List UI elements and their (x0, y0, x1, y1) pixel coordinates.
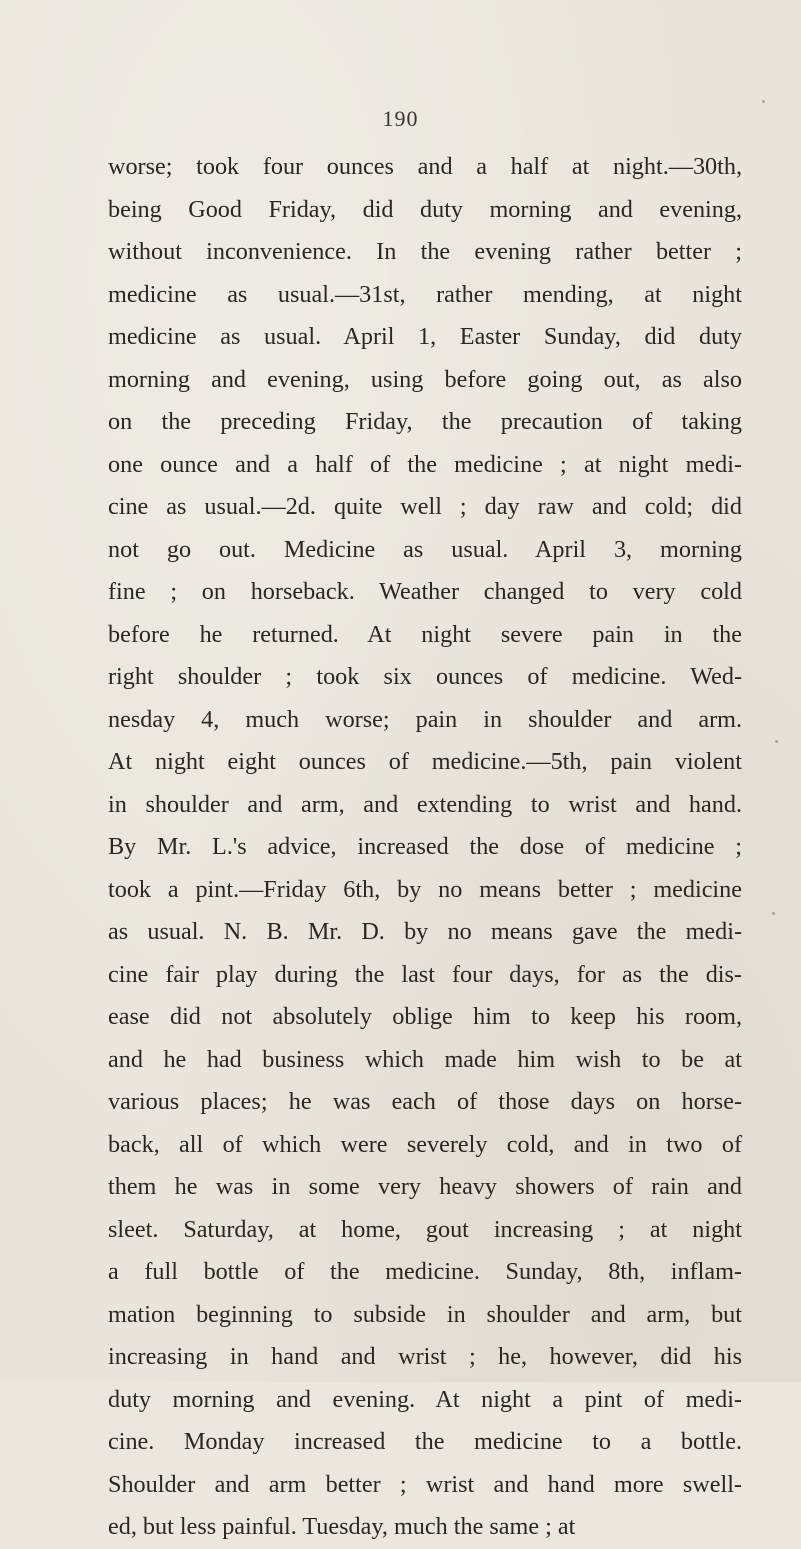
page-number: 190 (382, 106, 419, 131)
text-line: At night eight ounces of medicine.—5th, pain violent (108, 748, 742, 775)
text-line: not go out. Medicine as usual. April 3, morning (108, 535, 742, 563)
text-line: cine as usual.—2d. quite well ; day raw and cold; did (108, 493, 742, 520)
text-line: them he was in some very heavy showers of rain and (108, 1173, 742, 1200)
text-line: back, all of which were severely cold, and in two of (108, 1130, 742, 1158)
text-line: before he returned. At night severe pain in the (108, 620, 742, 648)
text-line: various places; he was each of those days on horse- (108, 1088, 742, 1115)
text-line: Shoulder and arm better ; wrist and hand more swell- (108, 1470, 742, 1498)
paper-speck (775, 740, 778, 743)
text-line: medicine as usual.—31st, rather mending, at night (108, 280, 742, 308)
text-line: in shoulder and arm, and extending to wrist and hand. (108, 790, 742, 818)
text-line: cine. Monday increased the medicine to a bottle. (108, 1428, 742, 1455)
text-line: By Mr. L.'s advice, increased the dose of medicine ; (108, 833, 742, 860)
text-line: increasing in hand and wrist ; he, however, did his (108, 1343, 742, 1370)
text-line: took a pint.—Friday 6th, by no means better ; medicine (108, 875, 742, 903)
text-line: mation beginning to subside in shoulder and arm, but (108, 1300, 742, 1328)
text-line: sleet. Saturday, at home, gout increasing ; at night (108, 1215, 742, 1243)
text-line: without inconvenience. In the evening rather better ; (108, 238, 742, 265)
text-line: medicine as usual. April 1, Easter Sunday, did duty (108, 323, 742, 350)
text-line: morning and evening, using before going out, as also (108, 365, 742, 393)
text-line: nesday 4, much worse; pain in shoulder and arm. (108, 705, 742, 733)
body-text (108, 146, 742, 1549)
text-line: on the preceding Friday, the precaution of taking (108, 408, 742, 435)
text-line: right shoulder ; took six ounces of medicine. Wed- (108, 663, 742, 690)
text-line: ed, but less painful. Tuesday, much the same ; at (108, 1513, 576, 1540)
text-line: fine ; on horseback. Weather changed to very cold (108, 578, 742, 605)
text-line: ease did not absolutely oblige him to keep his room, (108, 1003, 742, 1030)
text-line: worse; took four ounces and a half at night.—30th, (108, 153, 742, 180)
paper-speck (772, 912, 775, 915)
text-line: one ounce and a half of the medicine ; at night medi- (108, 450, 742, 478)
text-line: being Good Friday, did duty morning and evening, (108, 195, 742, 223)
paper-speck (762, 100, 765, 103)
text-line: cine fair play during the last four days, for as the dis- (108, 960, 742, 988)
text-line: a full bottle of the medicine. Sunday, 8th, inflam- (108, 1258, 742, 1285)
text-line: and he had business which made him wish to be at (108, 1045, 742, 1073)
text-line: duty morning and evening. At night a pint of medi- (108, 1385, 742, 1413)
text-line: as usual. N. B. Mr. D. by no means gave the medi- (108, 918, 742, 945)
